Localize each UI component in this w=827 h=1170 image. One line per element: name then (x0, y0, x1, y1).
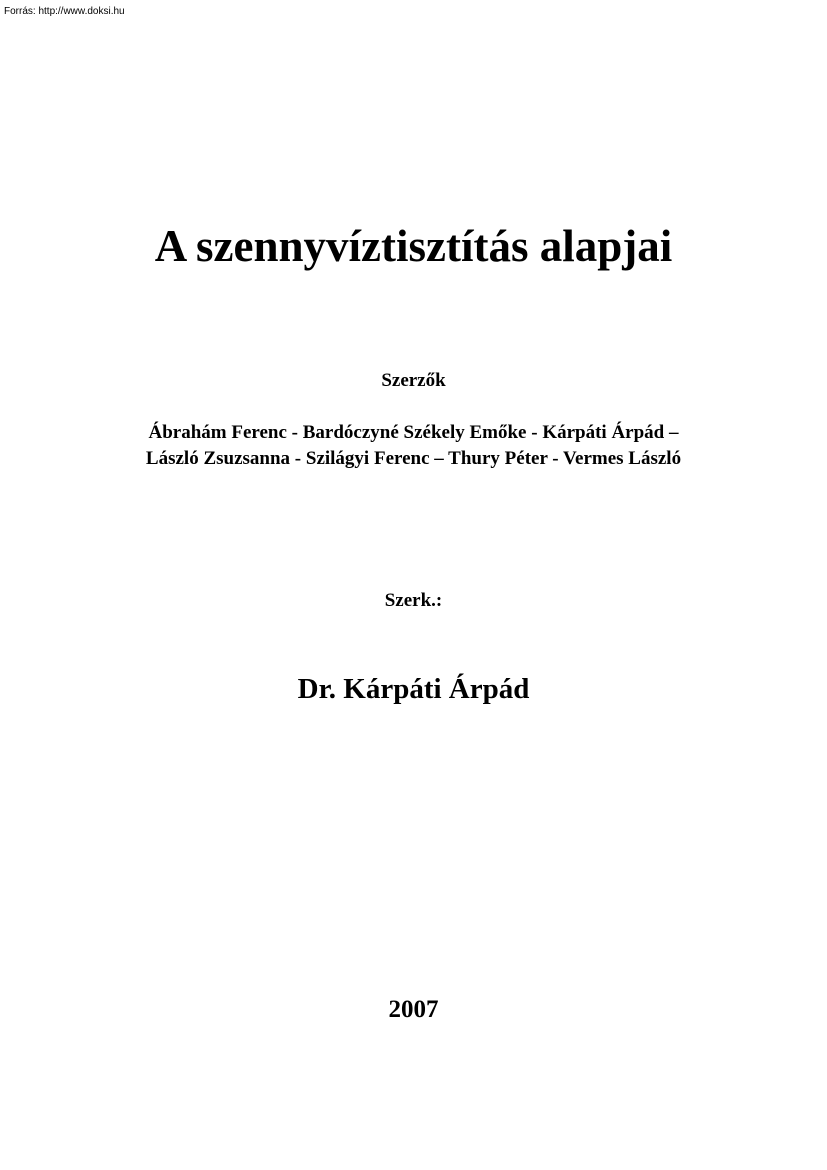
editor-name: Dr. Kárpáti Árpád (297, 673, 530, 705)
authors-line: László Zsuzsanna - Szilágyi Ferenc – Thury Péter - Vermes László (145, 448, 682, 469)
editor-heading: Szerk.: (384, 590, 443, 611)
document-title: A szennyvíztisztítás alapjai (154, 221, 673, 271)
authors-line: Ábrahám Ferenc - Bardóczyné Székely Emőke - Kárpáti Árpád – (148, 422, 679, 443)
publication-year: 2007 (388, 996, 439, 1023)
authors-heading: Szerzők (381, 370, 446, 391)
source-link[interactable]: Forrás: http://www.doksi.hu (4, 6, 125, 17)
